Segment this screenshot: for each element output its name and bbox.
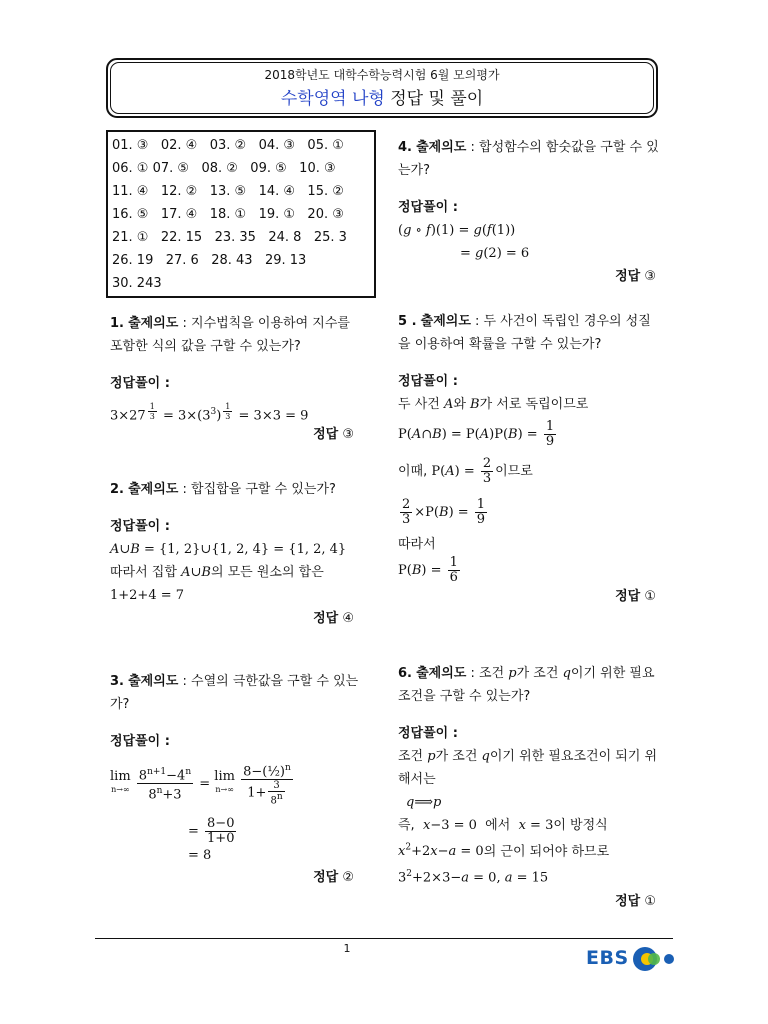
q2-solution-label: 정답풀이 : [110, 519, 170, 534]
q1-answer: 정답 ③ [313, 427, 354, 443]
page-number: 1 [343, 942, 351, 955]
q6-implication: q⟹p [406, 795, 442, 810]
subject-title: 수학영역 나형 [280, 89, 385, 109]
answer-row: 30. 243 [112, 276, 162, 291]
q2-equation-2: 1+2+4 = 7 [110, 588, 185, 603]
q3-intent: 3. 출제의도 : 수열의 극한값을 구할 수 있는가? [110, 674, 359, 712]
q6-text-3: $x^2+2x-a = 0$의 근이 되어야 하므로 [398, 843, 610, 860]
q3-equation-3: = 8 [188, 847, 212, 863]
q5-text-3: 따라서 [398, 537, 436, 552]
answer-row: 11. ④ 12. ② 13. ⑤ 14. ④ 15. ② [112, 184, 344, 199]
answer-key-box [106, 130, 376, 298]
q3-solution-label: 정답풀이 : [110, 734, 170, 749]
q6-text-1: 조건 p가 조건 q이기 위한 필요조건이 되기 위해서는 [398, 749, 658, 787]
q4-intent: 4. 출제의도 : 합성함수의 함숫값을 구할 수 있는가? [398, 140, 659, 178]
q5-equation-1: P(A∩B) = P(A)P(B) = $\frac{1}{9}$ [398, 419, 555, 449]
q5-equation-2: $\frac{2}{3}$ ×P(B) = $\frac{1}{9}$ [402, 497, 486, 527]
q1-solution-label: 정답풀이 : [110, 376, 170, 391]
q5-equation-3: P(B) = $\frac{1}{6}$ [398, 555, 458, 585]
q5-intent: 5 . 출제의도 : 두 사건이 독립인 경우의 성질을 이용하여 확률을 구할 수 있는가? [398, 314, 651, 352]
logo-dot-small [664, 954, 674, 964]
answer-row: 01. ③ 02. ④ 03. ② 04. ③ 05. ① [112, 138, 344, 153]
q4-equation-2: = g(2) = 6 [460, 246, 530, 261]
q4-solution-label: 정답풀이 : [398, 200, 458, 215]
q1-intent: 1. 출제의도 : 지수법칙을 이용하여 지수를 포함한 식의 값을 구할 수 있는가? [110, 316, 350, 354]
question-6 [398, 662, 660, 913]
q6-text-2: 즉, x−3 = 0 에서 x = 3이 방정식 [398, 818, 608, 833]
q2-text: 따라서 집합 A∪B의 모든 원소의 합은 [110, 565, 324, 580]
exam-title: 2018학년도 대학수학능력시험 6월 모의평가 [264, 68, 500, 82]
q2-intent: 2. 출제의도 : 합집합을 구할 수 있는가? [110, 482, 336, 497]
header-box [106, 58, 658, 118]
q3-equation-1: lim n→∞ $\frac{8^{n+1}-4^n}{8^n+3}$ = lim n→∞ 8−(½)$^n$ 1+ $\frac{3}{8^n}$ [110, 763, 291, 807]
q5-solution-label: 정답풀이 : [398, 374, 458, 389]
ebs-logo-text: EBS [586, 947, 629, 969]
answer-row: 06. ① 07. ⑤ 08. ② 09. ⑤ 10. ③ [112, 161, 336, 176]
footer-divider [95, 938, 673, 939]
q6-solution-label: 정답풀이 : [398, 726, 458, 741]
q3-equation-2: = $\frac{8-0}{1+0}$ [188, 815, 235, 846]
answer-row: 16. ⑤ 17. ④ 18. ① 19. ① 20. ③ [112, 207, 344, 222]
q6-intent: 6. 출제의도 : 조건 p가 조건 q이기 위한 필요조건을 구할 수 있는가? [398, 666, 655, 704]
doc-title [108, 84, 656, 109]
q5-text-2: 이때, P(A) = $\frac{2}{3}$ 이므로 [398, 456, 533, 486]
doc-title-suffix: 정답 및 풀이 [390, 89, 484, 109]
q1-equation: 3×27 $^{\frac{1}{3}}$ = $3\times(3^3)$ $^{\frac{1}{3}}$ = 3×3 = 9 [110, 402, 309, 424]
question-5 [398, 310, 660, 608]
q4-answer: 정답 ③ [615, 269, 656, 284]
question-2 [110, 478, 366, 630]
q5-text-1: 두 사건 A와 B가 서로 독립이므로 [398, 397, 589, 412]
question-1 [110, 312, 366, 446]
q4-equation-1: (g ∘ f)(1) = g(f(1)) [398, 223, 516, 238]
q6-answer: 정답 ① [615, 893, 656, 909]
question-4 [398, 136, 660, 288]
q3-answer: 정답 ② [313, 869, 354, 885]
logo-dot-green [648, 953, 660, 965]
q6-equation: $3^2+2\times 3-a = 0$, a = 15 [398, 869, 549, 886]
answer-row: 26. 19 27. 6 28. 43 29. 13 [112, 253, 307, 268]
q2-answer: 정답 ④ [313, 611, 354, 626]
answer-row: 21. ① 22. 15 23. 35 24. 8 25. 3 [112, 230, 347, 245]
q5-answer: 정답 ① [615, 589, 656, 604]
q2-equation-1: A∪B = {1, 2}∪{1, 2, 4} = {1, 2, 4} [110, 542, 347, 557]
question-3 [110, 670, 366, 889]
